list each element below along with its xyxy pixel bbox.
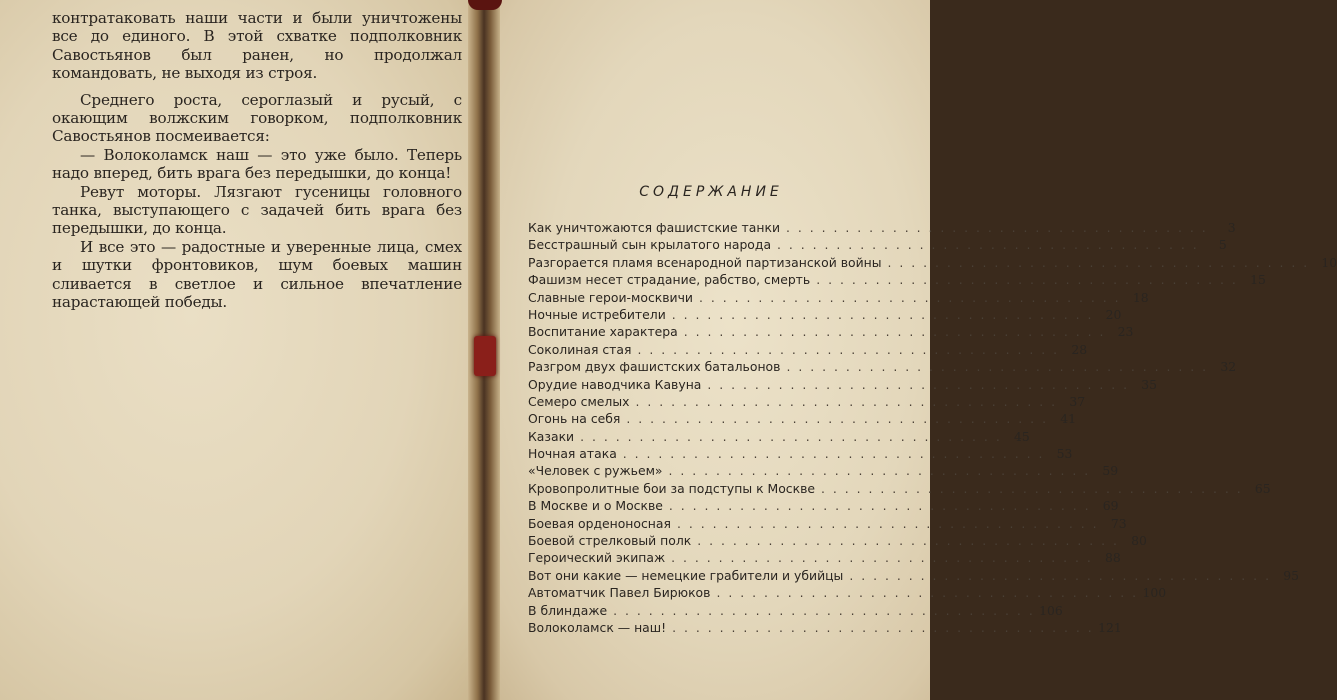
left-page (0, 0, 478, 700)
toc-leader-dots (671, 515, 1099, 532)
toc-entry-page: 100 (1142, 585, 1167, 601)
toc-leader-dots (693, 289, 1121, 306)
toc-entry (528, 341, 1088, 358)
toc-entry-title: Как уничтожаются фашистские танки (528, 220, 780, 235)
toc-entry (528, 219, 1236, 236)
toc-leader-dots (780, 219, 1208, 236)
toc-entry-page: 5 (1218, 237, 1227, 253)
toc-entry (528, 462, 1119, 479)
paragraph-5: И все это — радостные и уверенные лица, смех и шутки фронтовиков, шум боевых машин сливается в светлое и сильное впечатление нарастающей победы. (52, 237, 462, 312)
toc-entry-title: Фашизм несет страдание, рабство, смерть (528, 272, 811, 288)
paragraph-3: — Волоколамск наш — это уже было. Теперь надо вперед, бить врага без передышки, до конца! (52, 145, 462, 183)
toc-leader-dots (771, 236, 1199, 253)
toc-entry (528, 289, 1149, 306)
toc-entry-page: 3 (1227, 220, 1236, 235)
toc-entry-title: Славные герои-москвичи (528, 289, 693, 305)
toc-entry-title: Волоколамск — наш! (528, 619, 667, 635)
toc-entry-title: Ночные истребители (528, 306, 666, 322)
toc-entry (528, 532, 1147, 549)
toc-leader-dots (629, 393, 1057, 410)
toc-leader-dots (843, 567, 1271, 584)
toc-entry-title: Казаки (528, 428, 575, 444)
table-of-contents (528, 219, 1337, 636)
toc-entry (528, 428, 1030, 445)
toc-entry-page: 20 (1105, 306, 1122, 322)
paragraph-4: Ревут моторы. Лязгают гусеницы головного танка, выступающего с задачей бить врага без передышки, до конца. (52, 182, 462, 238)
toc-entry-page: 32 (1220, 359, 1237, 375)
toc-entry (528, 567, 1300, 584)
toc-entry (528, 323, 1134, 340)
toc-entry (528, 271, 1266, 288)
toc-leader-dots (617, 445, 1045, 462)
toc-entry (528, 584, 1167, 601)
toc-entry-title: Боевая орденоносная (528, 515, 671, 531)
toc-entry (528, 393, 1086, 410)
toc-entry-title: Ночная атака (528, 446, 617, 462)
toc-entry-page: 95 (1283, 567, 1300, 583)
toc-entry-page: 59 (1102, 463, 1119, 479)
toc-entry (528, 358, 1237, 375)
toc-entry (528, 497, 1119, 514)
toc-leader-dots (710, 584, 1138, 601)
toc-entry (528, 236, 1227, 253)
toc-entry-page: 88 (1105, 550, 1121, 566)
toc-entry-page: 28 (1071, 341, 1088, 357)
toc-entry-page: 35 (1141, 376, 1158, 392)
toc-entry-title: Боевой стрелковый полк (528, 533, 692, 549)
toc-entry-page: 65 (1254, 480, 1271, 496)
toc-entry-page: 80 (1131, 533, 1147, 549)
toc-entry-title: Соколиная стая (528, 341, 632, 357)
toc-entry-page: 23 (1117, 324, 1134, 340)
toc-entry-page: 121 (1098, 619, 1122, 635)
toc-leader-dots (631, 341, 1059, 358)
toc-entry-page: 106 (1039, 602, 1063, 618)
toc-entry-title: Орудие наводчика Кавуна (528, 376, 702, 392)
toc-entry-title: Автоматчик Павел Бирюков (528, 585, 711, 601)
toc-leader-dots (678, 323, 1106, 340)
toc-leader-dots (574, 428, 1002, 445)
toc-entry-page: 10 (1321, 254, 1337, 270)
paragraph-2: Среднего роста, сероглазый и русый, с окающим волжским говорком, подполковник Савостьянов посмеивается: (52, 90, 462, 146)
toc-entry-title: Вот они какие — немецкие грабители и убийцы (528, 567, 844, 583)
toc-entry (528, 619, 1122, 636)
toc-entry-title: В блиндаже (528, 602, 608, 618)
toc-entry-title: Разгорается пламя всенародной партизанской войны (528, 254, 882, 270)
toc-entry (528, 602, 1063, 619)
toc-leader-dots (810, 271, 1238, 288)
toc-entry-page: 18 (1132, 289, 1149, 305)
toc-leader-dots (882, 254, 1310, 271)
toc-entry-page: 15 (1250, 272, 1266, 288)
toc-entry (528, 254, 1337, 271)
toc-entry-page: 53 (1056, 446, 1073, 462)
toc-leader-dots (780, 358, 1208, 375)
toc-entry (528, 549, 1121, 566)
toc-leader-dots (663, 497, 1091, 514)
toc-entry-title: Воспитание характера (528, 324, 678, 340)
toc-entry-page: 41 (1060, 411, 1077, 427)
toc-leader-dots (815, 480, 1243, 497)
toc-entry-title: Разгром двух фашистских батальонов (528, 359, 781, 375)
toc-leader-dots (665, 549, 1093, 566)
binding-top (468, 0, 502, 10)
toc-leader-dots (663, 462, 1091, 479)
toc-entry (528, 410, 1077, 427)
toc-entry-page: 37 (1069, 393, 1086, 409)
toc-entry-title: «Человек с ружьем» (528, 463, 663, 479)
toc-leader-dots (666, 619, 1094, 636)
torn-binding-mark (474, 336, 496, 376)
toc-entry-title: Героический экипаж (528, 550, 666, 566)
toc-entry (528, 480, 1271, 497)
toc-leader-dots (620, 410, 1048, 427)
toc-entry-title: В Москве и о Москве (528, 498, 663, 514)
toc-entry-title: Семеро смелых (528, 393, 630, 409)
toc-entry-title: Бесстрашный сын крылатого народа (528, 237, 772, 253)
toc-title: СОДЕРЖАНИЕ (639, 184, 783, 200)
toc-entry (528, 445, 1073, 462)
toc-entry-page: 69 (1102, 498, 1119, 514)
paragraph-1: контратаковать наши части и были уничтожены все до единого. В этой схватке подполковник Савостьянов был ранен, но продолжал командовать, не выходя из строя. (52, 9, 462, 83)
toc-entry-title: Огонь на себя (528, 411, 621, 427)
toc-leader-dots (691, 532, 1119, 549)
left-page-text (52, 9, 462, 312)
toc-entry (528, 306, 1122, 323)
toc-entry-page: 73 (1110, 515, 1127, 531)
toc-leader-dots (607, 602, 1035, 619)
toc-leader-dots (666, 306, 1094, 323)
toc-entry-title: Кровопролитные бои за подступы к Москве (528, 480, 815, 496)
toc-entry (528, 376, 1158, 393)
toc-leader-dots (701, 376, 1129, 393)
toc-entry (528, 515, 1127, 532)
toc-entry-page: 45 (1013, 428, 1030, 444)
